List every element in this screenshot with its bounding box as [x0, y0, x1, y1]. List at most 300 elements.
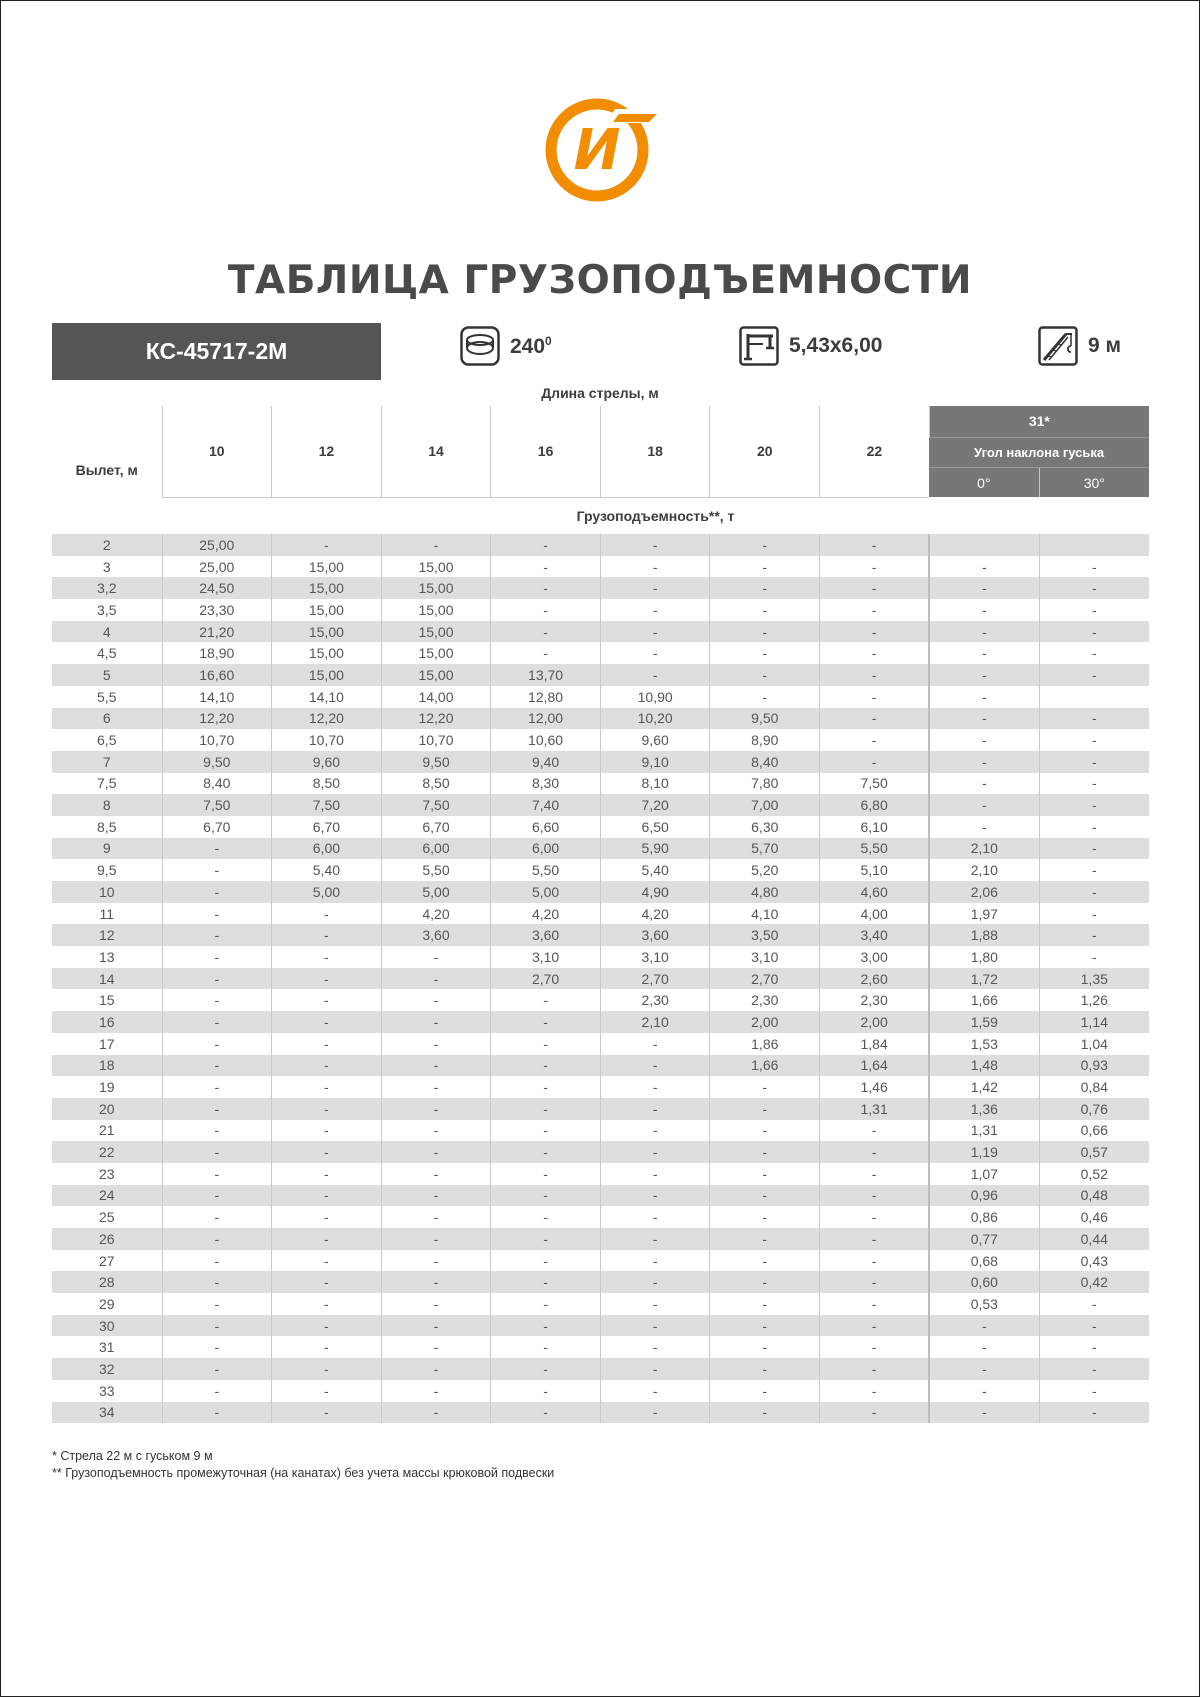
reach-cell: 26	[52, 1228, 162, 1250]
capacity-cell: -	[1039, 664, 1149, 686]
capacity-cell: -	[272, 1185, 382, 1207]
capacity-cell: 7,50	[820, 773, 930, 795]
capacity-cell: -	[162, 1120, 272, 1142]
capacity-cell: 25,00	[162, 534, 272, 556]
capacity-cell: 12,00	[491, 708, 601, 730]
capacity-cell: -	[272, 534, 382, 556]
capacity-cell: 0,57	[1039, 1141, 1149, 1163]
capacity-cell: -	[600, 642, 710, 664]
capacity-cell: -	[820, 708, 930, 730]
table-row	[52, 1315, 1149, 1337]
capacity-cell: -	[491, 1120, 601, 1142]
capacity-cell: -	[491, 1163, 601, 1185]
capacity-cell: 8,40	[710, 751, 820, 773]
capacity-cell: -	[162, 1206, 272, 1228]
capacity-cell: 21,20	[162, 621, 272, 643]
capacity-cell: 5,00	[381, 881, 491, 903]
capacity-cell: 2,30	[820, 989, 930, 1011]
capacity-cell: -	[272, 924, 382, 946]
capacity-cell: 7,50	[272, 794, 382, 816]
footnote: ** Грузоподъемность промежуточная (на канатах) без учета массы крюковой подвески	[52, 1466, 555, 1480]
reach-cell: 4,5	[52, 642, 162, 664]
capacity-cell: -	[820, 1315, 930, 1337]
capacity-cell: 1,80	[929, 946, 1039, 968]
capacity-cell: 8,50	[381, 773, 491, 795]
capacity-cell: -	[491, 621, 601, 643]
capacity-cell: -	[1039, 859, 1149, 881]
capacity-cell: 6,70	[162, 816, 272, 838]
capacity-cell: -	[820, 1336, 930, 1358]
capacity-cell: -	[929, 1358, 1039, 1380]
capacity-cell: 8,30	[491, 773, 601, 795]
capacity-cell: -	[600, 621, 710, 643]
reach-cell: 33	[52, 1380, 162, 1402]
boom-length-header: 16	[491, 406, 601, 497]
load-capacity-table	[52, 406, 1149, 1423]
capacity-cell: -	[1039, 621, 1149, 643]
table-row	[52, 773, 1149, 795]
capacity-cell: 3,10	[491, 946, 601, 968]
capacity-cell: -	[381, 1185, 491, 1207]
reach-cell: 13	[52, 946, 162, 968]
capacity-cell: 1,14	[1039, 1011, 1149, 1033]
capacity-cell: 2,06	[929, 881, 1039, 903]
capacity-cell: 9,40	[491, 751, 601, 773]
capacity-cell: -	[381, 1163, 491, 1185]
table-row	[52, 556, 1149, 578]
table-row	[52, 1358, 1149, 1380]
capacity-cell: 1,53	[929, 1033, 1039, 1055]
reach-cell: 3	[52, 556, 162, 578]
capacity-cell	[1039, 686, 1149, 708]
capacity-cell: 8,10	[600, 773, 710, 795]
jib-angle-30: 30°	[1039, 467, 1149, 497]
capacity-cell: -	[1039, 946, 1149, 968]
capacity-cell: -	[710, 1250, 820, 1272]
capacity-cell: -	[1039, 1293, 1149, 1315]
table-row	[52, 946, 1149, 968]
capacity-cell	[929, 534, 1039, 556]
capacity-cell: -	[710, 1120, 820, 1142]
rotation-degree-sup: 0	[545, 333, 552, 348]
reach-cell: 34	[52, 1402, 162, 1424]
capacity-cell: 7,40	[491, 794, 601, 816]
capacity-cell: 3,10	[710, 946, 820, 968]
capacity-cell: -	[381, 946, 491, 968]
capacity-cell: -	[600, 1250, 710, 1272]
capacity-cell: -	[162, 1358, 272, 1380]
capacity-cell: -	[1039, 924, 1149, 946]
capacity-cell: -	[710, 577, 820, 599]
capacity-cell: -	[162, 989, 272, 1011]
capacity-cell: 2,10	[929, 838, 1039, 860]
reach-cell: 16	[52, 1011, 162, 1033]
capacity-cell: -	[381, 1336, 491, 1358]
capacity-cell: 1,35	[1039, 968, 1149, 990]
capacity-cell: -	[381, 1250, 491, 1272]
table-row	[52, 751, 1149, 773]
capacity-cell: -	[1039, 1358, 1149, 1380]
capacity-cell: -	[929, 1315, 1039, 1337]
capacity-cell: -	[1039, 642, 1149, 664]
capacity-cell: -	[491, 1076, 601, 1098]
capacity-cell: 1,86	[710, 1033, 820, 1055]
capacity-cell: -	[600, 1076, 710, 1098]
table-row	[52, 1380, 1149, 1402]
capacity-cell: -	[1039, 1336, 1149, 1358]
spec-jib	[1038, 326, 1121, 366]
capacity-cell: -	[710, 556, 820, 578]
reach-cell: 15	[52, 989, 162, 1011]
reach-cell: 3,2	[52, 577, 162, 599]
capacity-cell: -	[162, 1402, 272, 1424]
reach-cell: 23	[52, 1163, 162, 1185]
capacity-cell: -	[600, 1120, 710, 1142]
capacity-cell: 0,48	[1039, 1185, 1149, 1207]
capacity-cell: -	[820, 642, 930, 664]
capacity-cell: -	[929, 708, 1039, 730]
capacity-cell: 2,60	[820, 968, 930, 990]
capacity-cell: 3,50	[710, 924, 820, 946]
capacity-cell: -	[600, 534, 710, 556]
capacity-cell: -	[600, 1336, 710, 1358]
table-row	[52, 1098, 1149, 1120]
capacity-cell: -	[491, 1185, 601, 1207]
capacity-cell: 1,48	[929, 1055, 1039, 1077]
capacity-cell: 0,84	[1039, 1076, 1149, 1098]
capacity-cell: -	[272, 1206, 382, 1228]
table-row	[52, 1402, 1149, 1424]
table-row	[52, 794, 1149, 816]
capacity-cell: 12,20	[162, 708, 272, 730]
capacity-cell: 3,40	[820, 924, 930, 946]
capacity-cell: -	[710, 621, 820, 643]
capacity-cell: -	[929, 773, 1039, 795]
capacity-cell: -	[710, 1358, 820, 1380]
capacity-cell: 5,50	[820, 838, 930, 860]
capacity-cell: 6,00	[381, 838, 491, 860]
capacity-cell: -	[929, 794, 1039, 816]
table-row	[52, 1206, 1149, 1228]
capacity-cell: -	[820, 1120, 930, 1142]
capacity-cell: -	[272, 903, 382, 925]
capacity-cell: -	[820, 1250, 930, 1272]
capacity-cell: -	[820, 1380, 930, 1402]
capacity-cell: 2,30	[710, 989, 820, 1011]
reach-cell: 4	[52, 621, 162, 643]
capacity-cell: 2,10	[600, 1011, 710, 1033]
capacity-cell: 7,80	[710, 773, 820, 795]
capacity-cell: 15,00	[381, 556, 491, 578]
capacity-cell: -	[1039, 838, 1149, 860]
table-row	[52, 1141, 1149, 1163]
capacity-cell: 6,80	[820, 794, 930, 816]
capacity-cell: -	[381, 989, 491, 1011]
reach-cell: 30	[52, 1315, 162, 1337]
capacity-cell: 12,20	[272, 708, 382, 730]
capacity-cell: -	[491, 1055, 601, 1077]
capacity-cell: 1,66	[929, 989, 1039, 1011]
capacity-cell: -	[820, 621, 930, 643]
reach-cell: 10	[52, 881, 162, 903]
capacity-cell: -	[710, 599, 820, 621]
capacity-cell: 15,00	[381, 621, 491, 643]
capacity-cell: 13,70	[491, 664, 601, 686]
capacity-cell: -	[820, 729, 930, 751]
reach-cell: 14	[52, 968, 162, 990]
table-row	[52, 968, 1149, 990]
reach-cell: 8	[52, 794, 162, 816]
reach-cell: 8,5	[52, 816, 162, 838]
capacity-cell: -	[491, 1271, 601, 1293]
table-row	[52, 924, 1149, 946]
capacity-cell: 7,00	[710, 794, 820, 816]
capacity-cell: 3,60	[491, 924, 601, 946]
capacity-cell: 8,40	[162, 773, 272, 795]
capacity-cell: -	[381, 1098, 491, 1120]
capacity-cell: 1,88	[929, 924, 1039, 946]
capacity-cell: -	[1039, 577, 1149, 599]
capacity-cell: -	[1039, 773, 1149, 795]
capacity-cell: -	[929, 686, 1039, 708]
reach-cell: 9	[52, 838, 162, 860]
capacity-cell: 1,04	[1039, 1033, 1149, 1055]
capacity-cell: 1,64	[820, 1055, 930, 1077]
capacity-cell: -	[162, 1098, 272, 1120]
jib-boom-header: 31*	[929, 406, 1149, 437]
reach-cell: 17	[52, 1033, 162, 1055]
table-row	[52, 1271, 1149, 1293]
company-logo	[545, 95, 661, 205]
capacity-cell: -	[162, 859, 272, 881]
capacity-cell: 15,00	[381, 664, 491, 686]
capacity-cell: -	[272, 1141, 382, 1163]
capacity-cell: -	[162, 1055, 272, 1077]
capacity-cell: 18,90	[162, 642, 272, 664]
capacity-cell: -	[929, 621, 1039, 643]
capacity-cell: 15,00	[272, 664, 382, 686]
capacity-cell: 2,10	[929, 859, 1039, 881]
capacity-cell: -	[1039, 794, 1149, 816]
capacity-cell: 15,00	[272, 642, 382, 664]
capacity-cell: 10,60	[491, 729, 601, 751]
capacity-cell: -	[929, 1336, 1039, 1358]
spec-outriggers	[739, 326, 882, 366]
capacity-cell: -	[929, 577, 1039, 599]
capacity-cell: -	[491, 1336, 601, 1358]
footnotes	[52, 1448, 554, 1482]
capacity-cell: -	[600, 1163, 710, 1185]
capacity-cell: 15,00	[272, 577, 382, 599]
capacity-cell: 5,20	[710, 859, 820, 881]
capacity-cell: 15,00	[381, 642, 491, 664]
capacity-cell: 2,00	[820, 1011, 930, 1033]
reach-cell: 32	[52, 1358, 162, 1380]
table-row	[52, 664, 1149, 686]
capacity-cell: -	[272, 1228, 382, 1250]
capacity-cell: -	[600, 1033, 710, 1055]
table-row	[52, 881, 1149, 903]
jib-value: 9 м	[1088, 334, 1122, 357]
table-row	[52, 1293, 1149, 1315]
capacity-cell: 9,50	[162, 751, 272, 773]
capacity-cell: -	[820, 1402, 930, 1424]
capacity-cell: -	[162, 1293, 272, 1315]
capacity-cell: 2,70	[600, 968, 710, 990]
capacity-cell: -	[162, 1076, 272, 1098]
capacity-cell: -	[272, 1098, 382, 1120]
capacity-cell: -	[820, 751, 930, 773]
capacity-cell: 10,90	[600, 686, 710, 708]
capacity-cell: 4,00	[820, 903, 930, 925]
reach-cell: 7,5	[52, 773, 162, 795]
capacity-cell: -	[381, 968, 491, 990]
capacity-cell: 1,07	[929, 1163, 1039, 1185]
capacity-cell: -	[162, 1163, 272, 1185]
capacity-cell: -	[710, 1185, 820, 1207]
capacity-cell: -	[491, 1250, 601, 1272]
boom-length-header: 10	[162, 406, 272, 497]
reach-header: Вылет, м	[52, 406, 162, 534]
capacity-cell: 1,26	[1039, 989, 1149, 1011]
capacity-cell: 1,31	[929, 1120, 1039, 1142]
capacity-cell: -	[162, 838, 272, 860]
capacity-cell: -	[710, 1163, 820, 1185]
capacity-cell: -	[491, 1358, 601, 1380]
capacity-cell: -	[820, 534, 930, 556]
capacity-cell: 15,00	[381, 599, 491, 621]
reach-cell: 24	[52, 1185, 162, 1207]
logo-letter: И	[573, 118, 621, 183]
capacity-header: Грузоподъемность**, т	[162, 497, 1149, 534]
capacity-cell: 3,60	[381, 924, 491, 946]
capacity-cell: -	[820, 1206, 930, 1228]
capacity-cell	[1039, 534, 1149, 556]
capacity-cell: -	[600, 1055, 710, 1077]
capacity-cell: -	[929, 751, 1039, 773]
capacity-cell: -	[491, 1402, 601, 1424]
reach-cell: 12	[52, 924, 162, 946]
capacity-cell: -	[710, 686, 820, 708]
capacity-cell: 1,31	[820, 1098, 930, 1120]
capacity-cell: -	[381, 1076, 491, 1098]
capacity-cell: -	[272, 1120, 382, 1142]
capacity-cell: 5,50	[491, 859, 601, 881]
capacity-cell: -	[381, 1271, 491, 1293]
boom-length-header: 20	[710, 406, 820, 497]
capacity-cell: 15,00	[272, 621, 382, 643]
reach-cell: 7	[52, 751, 162, 773]
capacity-cell: -	[162, 968, 272, 990]
capacity-cell: -	[381, 1293, 491, 1315]
capacity-cell: 0,44	[1039, 1228, 1149, 1250]
capacity-cell: -	[162, 1228, 272, 1250]
footnote: * Стрела 22 м с гуськом 9 м	[52, 1449, 213, 1463]
capacity-cell: 4,90	[600, 881, 710, 903]
capacity-cell: 0,52	[1039, 1163, 1149, 1185]
capacity-cell: -	[710, 1402, 820, 1424]
capacity-cell: 9,10	[600, 751, 710, 773]
capacity-cell: 10,70	[162, 729, 272, 751]
capacity-cell: -	[600, 1380, 710, 1402]
jib-angle-header: Угол наклона гуська	[929, 437, 1149, 467]
reach-cell: 18	[52, 1055, 162, 1077]
capacity-cell: -	[710, 1293, 820, 1315]
capacity-cell: -	[272, 1250, 382, 1272]
capacity-cell: -	[381, 1033, 491, 1055]
capacity-cell: 15,00	[272, 556, 382, 578]
capacity-cell: -	[162, 1380, 272, 1402]
capacity-cell: -	[710, 664, 820, 686]
capacity-cell: -	[710, 1141, 820, 1163]
table-row	[52, 1228, 1149, 1250]
table-row	[52, 599, 1149, 621]
capacity-cell: -	[272, 1076, 382, 1098]
capacity-cell: -	[710, 1315, 820, 1337]
capacity-cell: -	[1039, 816, 1149, 838]
capacity-cell: 6,70	[381, 816, 491, 838]
capacity-cell: 3,60	[600, 924, 710, 946]
boom-length-header: 14	[381, 406, 491, 497]
capacity-cell: 2,70	[491, 968, 601, 990]
capacity-cell: -	[491, 989, 601, 1011]
capacity-cell: 1,36	[929, 1098, 1039, 1120]
capacity-cell: -	[820, 1228, 930, 1250]
capacity-cell: 1,46	[820, 1076, 930, 1098]
reach-cell: 21	[52, 1120, 162, 1142]
capacity-cell: -	[600, 577, 710, 599]
capacity-cell: -	[272, 968, 382, 990]
capacity-cell: -	[1039, 751, 1149, 773]
reach-cell: 3,5	[52, 599, 162, 621]
capacity-cell: 14,10	[272, 686, 382, 708]
capacity-cell: -	[272, 1336, 382, 1358]
capacity-cell: -	[929, 816, 1039, 838]
capacity-cell: -	[162, 1250, 272, 1272]
capacity-cell: 6,60	[491, 816, 601, 838]
capacity-cell: 5,70	[710, 838, 820, 860]
capacity-cell: -	[272, 1163, 382, 1185]
capacity-cell: 4,20	[491, 903, 601, 925]
capacity-cell: 1,72	[929, 968, 1039, 990]
capacity-cell: -	[820, 1293, 930, 1315]
reach-cell: 6	[52, 708, 162, 730]
capacity-cell: -	[491, 1011, 601, 1033]
capacity-cell: 4,10	[710, 903, 820, 925]
capacity-cell: 5,00	[491, 881, 601, 903]
capacity-cell: -	[1039, 708, 1149, 730]
capacity-cell: -	[491, 642, 601, 664]
capacity-cell: 4,20	[381, 903, 491, 925]
capacity-cell: -	[491, 556, 601, 578]
capacity-cell: 14,00	[381, 686, 491, 708]
capacity-cell: -	[381, 1380, 491, 1402]
reach-cell: 22	[52, 1141, 162, 1163]
table-row	[52, 1055, 1149, 1077]
outriggers-value: 5,43х6,00	[789, 334, 883, 357]
capacity-cell: -	[600, 1228, 710, 1250]
capacity-cell: 4,60	[820, 881, 930, 903]
capacity-cell: -	[600, 1098, 710, 1120]
capacity-cell: -	[381, 1120, 491, 1142]
capacity-cell: -	[491, 1315, 601, 1337]
capacity-cell: -	[820, 1141, 930, 1163]
capacity-cell: -	[491, 1206, 601, 1228]
capacity-cell: 0,86	[929, 1206, 1039, 1228]
table-row	[52, 989, 1149, 1011]
capacity-cell: -	[600, 1141, 710, 1163]
capacity-cell: -	[162, 1271, 272, 1293]
